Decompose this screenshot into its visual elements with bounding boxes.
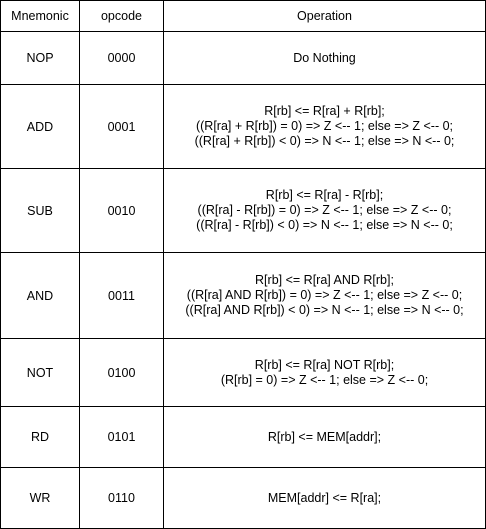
operation-line: MEM[addr] <= R[ra];	[267, 490, 382, 505]
operation-line: ((R[ra] + R[rb]) < 0) => N <-- 1; else => N <-- 0;	[194, 134, 455, 148]
header-mnemonic: Mnemonic	[1, 1, 80, 32]
mnemonic-cell: NOP	[1, 32, 80, 85]
table-row-add	[1, 85, 486, 169]
opcode-cell: 0100	[80, 339, 164, 407]
header-operation: Operation	[164, 1, 486, 32]
mnemonic-cell: SUB	[1, 169, 80, 253]
operation-line: R[rb] <= R[ra] + R[rb];	[264, 104, 385, 118]
operation-line: R[rb] <= MEM[addr];	[267, 429, 382, 444]
operation-line: Do Nothing	[293, 50, 356, 65]
table-header-row	[1, 1, 486, 32]
opcode-cell: 0000	[80, 32, 164, 85]
table-row-rd	[1, 407, 486, 468]
operation-cell	[164, 468, 486, 529]
mnemonic-cell: WR	[1, 468, 80, 529]
header-opcode: opcode	[80, 1, 164, 32]
operation-line: R[rb] <= R[ra] - R[rb];	[265, 188, 384, 202]
operation-line: ((R[ra] AND R[rb]) = 0) => Z <-- 1; else => Z <-- 0;	[186, 288, 463, 302]
operation-cell	[164, 253, 486, 339]
opcode-cell: 0101	[80, 407, 164, 468]
opcode-cell: 0001	[80, 85, 164, 169]
opcode-cell: 0010	[80, 169, 164, 253]
operation-cell	[164, 85, 486, 169]
table-row-sub	[1, 169, 486, 253]
opcode-cell: 0011	[80, 253, 164, 339]
operation-cell	[164, 339, 486, 407]
table-row-wr	[1, 468, 486, 529]
operation-line: ((R[ra] - R[rb]) < 0) => N <-- 1; else => N <-- 0;	[196, 218, 453, 232]
operation-line: ((R[ra] AND R[rb]) < 0) => N <-- 1; else => N <-- 0;	[185, 303, 464, 317]
operation-line: R[rb] <= R[ra] AND R[rb];	[255, 273, 394, 287]
table-row-not	[1, 339, 486, 407]
mnemonic-cell: RD	[1, 407, 80, 468]
operation-cell	[164, 407, 486, 468]
mnemonic-cell: AND	[1, 253, 80, 339]
mnemonic-cell: NOT	[1, 339, 80, 407]
table-row-and	[1, 253, 486, 339]
operation-line: ((R[ra] + R[rb]) = 0) => Z <-- 1; else => Z <-- 0;	[195, 119, 454, 133]
opcode-cell: 0110	[80, 468, 164, 529]
operation-line: R[rb] <= R[ra] NOT R[rb];	[254, 357, 395, 372]
operation-line: ((R[ra] - R[rb]) = 0) => Z <-- 1; else => Z <-- 0;	[197, 203, 452, 217]
operation-cell	[164, 32, 486, 85]
operation-line: (R[rb] = 0) => Z <-- 1; else => Z <-- 0;	[220, 372, 429, 387]
mnemonic-cell: ADD	[1, 85, 80, 169]
operation-cell	[164, 169, 486, 253]
table-row-nop	[1, 32, 486, 85]
